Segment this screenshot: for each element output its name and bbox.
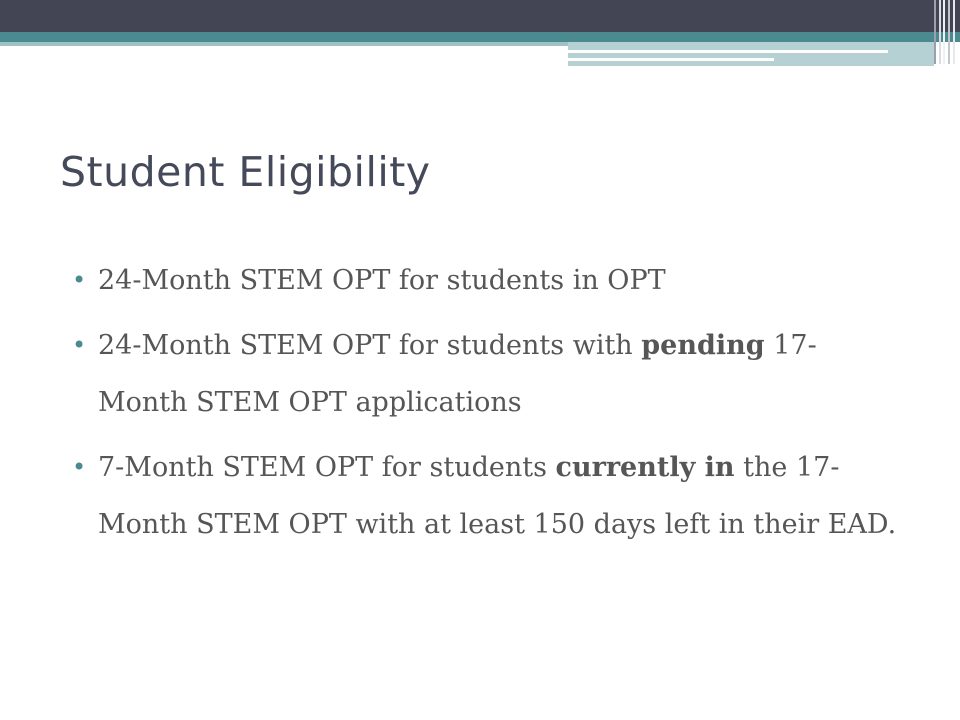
header-stripe <box>939 0 941 64</box>
bullet-item <box>72 252 902 309</box>
bullet-text: 17-Month STEM OPT applications <box>98 330 817 418</box>
bullet-text: the 17-Month STEM OPT with at least 150 days left in their EAD. <box>98 452 897 540</box>
slide-title: Student Eligibility <box>60 148 431 196</box>
bullet-list <box>72 252 902 561</box>
bullet-icon: • <box>72 266 87 294</box>
bullet-item <box>72 317 902 431</box>
header-stripe <box>943 0 945 64</box>
header-stripe <box>934 0 936 64</box>
header-stripe <box>953 0 955 64</box>
bullet-text: 24-Month STEM OPT for students in OPT <box>98 265 666 296</box>
bullet-text: 7-Month STEM OPT for students <box>98 452 556 483</box>
header-light-panel <box>568 42 934 66</box>
bullet-icon: • <box>72 331 87 359</box>
bullet-text: 24-Month STEM OPT for students with <box>98 330 642 361</box>
header-divider-line-short <box>568 58 774 61</box>
bullet-item <box>72 439 902 553</box>
header-accent-band <box>0 32 960 42</box>
bullet-emphasis: pending <box>641 330 765 361</box>
header-light-band <box>0 42 570 46</box>
bullet-emphasis: currently in <box>555 452 735 483</box>
header-stripe <box>948 0 950 64</box>
bullet-icon: • <box>72 453 87 481</box>
header-divider-line <box>568 50 888 53</box>
header-bar <box>0 0 960 32</box>
